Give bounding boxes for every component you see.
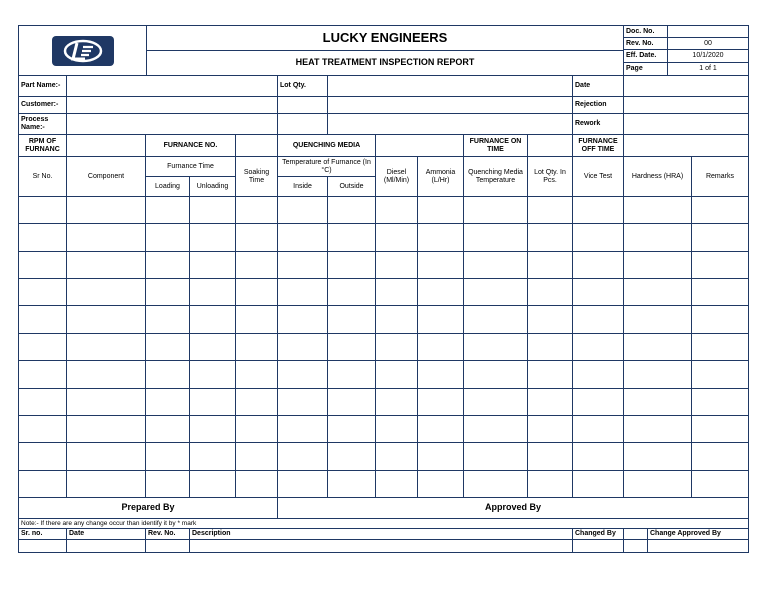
customer-extra-cell[interactable] (278, 97, 328, 114)
table-cell-soaking-time[interactable] (236, 197, 278, 224)
col-soaking-time: Soaking Time (236, 157, 278, 197)
table-cell-ammonia[interactable] (418, 443, 464, 470)
furnance-on-time-label: FURNANCE ON TIME (464, 135, 528, 157)
rejection-label: Rejection (573, 97, 624, 114)
table-cell-unloading[interactable] (190, 197, 236, 224)
table-cell-hardness[interactable] (624, 197, 692, 224)
table-cell-remarks[interactable] (692, 334, 748, 361)
table-cell-vice-test[interactable] (573, 306, 624, 333)
table-cell-lot-qty-pcs[interactable] (528, 252, 573, 279)
table-cell-vice-test[interactable] (573, 252, 624, 279)
table-cell-component[interactable] (67, 443, 146, 470)
table-cell-sr-no[interactable] (19, 361, 67, 388)
rev-row-sr-no[interactable] (19, 540, 67, 552)
table-cell-hardness[interactable] (624, 306, 692, 333)
table-cell-sr-no[interactable] (19, 443, 67, 470)
table-cell-component[interactable] (67, 306, 146, 333)
date-label: Date (573, 76, 624, 97)
col-quenching-temp: Quenching Media Temperature (464, 157, 528, 197)
table-cell-inside[interactable] (278, 224, 328, 251)
table-cell-lot-qty-pcs[interactable] (528, 471, 573, 498)
table-cell-diesel[interactable] (376, 279, 418, 306)
table-cell-inside[interactable] (278, 306, 328, 333)
table-cell-sr-no[interactable] (19, 334, 67, 361)
table-cell-outside[interactable] (328, 306, 376, 333)
table-cell-soaking-time[interactable] (236, 416, 278, 443)
rpm-label: RPM OF FURNANC (19, 135, 67, 157)
table-cell-loading[interactable] (146, 306, 190, 333)
table-cell-diesel[interactable] (376, 416, 418, 443)
rev-row-rev-no[interactable] (146, 540, 190, 552)
col-unloading: Unloading (190, 177, 236, 197)
table-cell-quenching-temp[interactable] (464, 197, 528, 224)
table-cell-sr-no[interactable] (19, 306, 67, 333)
table-cell-diesel[interactable] (376, 334, 418, 361)
rev-row-changed-by[interactable] (573, 540, 624, 552)
table-cell-quenching-temp[interactable] (464, 279, 528, 306)
table-cell-ammonia[interactable] (418, 361, 464, 388)
table-cell-vice-test[interactable] (573, 443, 624, 470)
rev-row-date[interactable] (67, 540, 146, 552)
table-cell-sr-no[interactable] (19, 197, 67, 224)
table-cell-sr-no[interactable] (19, 252, 67, 279)
table-cell-outside[interactable] (328, 279, 376, 306)
page-label: Page (624, 63, 668, 76)
company-name: LUCKY ENGINEERS (147, 26, 624, 51)
rev-col-spacer (624, 529, 648, 540)
prepared-by: Prepared By (19, 498, 278, 519)
date-value[interactable] (624, 76, 748, 97)
table-cell-loading[interactable] (146, 224, 190, 251)
approved-by: Approved By (278, 498, 748, 519)
part-name-value[interactable] (67, 76, 278, 97)
lot-qty-label: Lot Qty. (278, 76, 328, 97)
table-cell-diesel[interactable] (376, 252, 418, 279)
table-cell-inside[interactable] (278, 279, 328, 306)
table-cell-remarks[interactable] (692, 443, 748, 470)
table-cell-vice-test[interactable] (573, 197, 624, 224)
table-cell-vice-test[interactable] (573, 389, 624, 416)
table-cell-ammonia[interactable] (418, 197, 464, 224)
table-cell-sr-no[interactable] (19, 279, 67, 306)
quenching-media-value[interactable] (376, 135, 464, 157)
table-cell-loading[interactable] (146, 334, 190, 361)
table-cell-component[interactable] (67, 224, 146, 251)
table-cell-diesel[interactable] (376, 361, 418, 388)
table-cell-diesel[interactable] (376, 306, 418, 333)
table-cell-lot-qty-pcs[interactable] (528, 279, 573, 306)
col-inside: Inside (278, 177, 328, 197)
table-cell-unloading[interactable] (190, 416, 236, 443)
table-cell-lot-qty-pcs[interactable] (528, 197, 573, 224)
table-cell-inside[interactable] (278, 443, 328, 470)
table-cell-remarks[interactable] (692, 252, 748, 279)
furnance-off-time-value[interactable] (624, 135, 748, 157)
table-cell-ammonia[interactable] (418, 279, 464, 306)
revision-note: Note:- If there are any change occur than identify it by * mark (19, 519, 748, 529)
table-cell-soaking-time[interactable] (236, 306, 278, 333)
table-cell-soaking-time[interactable] (236, 224, 278, 251)
report-title: HEAT TREATMENT INSPECTION REPORT (147, 51, 624, 76)
table-cell-soaking-time[interactable] (236, 279, 278, 306)
table-cell-loading[interactable] (146, 389, 190, 416)
table-cell-soaking-time[interactable] (236, 334, 278, 361)
table-cell-remarks[interactable] (692, 306, 748, 333)
table-cell-vice-test[interactable] (573, 334, 624, 361)
col-ammonia: Ammonia (L/Hr) (418, 157, 464, 197)
table-cell-ammonia[interactable] (418, 306, 464, 333)
table-cell-outside[interactable] (328, 334, 376, 361)
table-cell-sr-no[interactable] (19, 389, 67, 416)
table-cell-ammonia[interactable] (418, 389, 464, 416)
table-cell-hardness[interactable] (624, 224, 692, 251)
lot-qty-value[interactable] (328, 76, 573, 97)
table-cell-quenching-temp[interactable] (464, 252, 528, 279)
eff-date-value: 10/1/2020 (668, 50, 748, 63)
table-cell-quenching-temp[interactable] (464, 361, 528, 388)
table-cell-loading[interactable] (146, 443, 190, 470)
table-cell-diesel[interactable] (376, 224, 418, 251)
rev-col-description: Description (190, 529, 573, 540)
table-cell-inside[interactable] (278, 389, 328, 416)
table-cell-soaking-time[interactable] (236, 389, 278, 416)
rev-no-value: 00 (668, 38, 748, 50)
rev-row-description[interactable] (190, 540, 573, 552)
table-cell-loading[interactable] (146, 252, 190, 279)
table-cell-vice-test[interactable] (573, 361, 624, 388)
col-remarks: Remarks (692, 157, 748, 197)
table-cell-ammonia[interactable] (418, 334, 464, 361)
table-cell-loading[interactable] (146, 197, 190, 224)
table-cell-remarks[interactable] (692, 361, 748, 388)
table-cell-component[interactable] (67, 389, 146, 416)
table-cell-unloading[interactable] (190, 361, 236, 388)
table-cell-diesel[interactable] (376, 197, 418, 224)
table-cell-vice-test[interactable] (573, 416, 624, 443)
col-component: Component (67, 157, 146, 197)
table-cell-remarks[interactable] (692, 197, 748, 224)
process-extra-cell-2[interactable] (328, 114, 573, 135)
table-cell-lot-qty-pcs[interactable] (528, 224, 573, 251)
rev-row-change-approved-by[interactable] (648, 540, 748, 552)
table-cell-diesel[interactable] (376, 471, 418, 498)
table-cell-soaking-time[interactable] (236, 361, 278, 388)
table-cell-unloading[interactable] (190, 389, 236, 416)
table-cell-quenching-temp[interactable] (464, 224, 528, 251)
table-cell-loading[interactable] (146, 361, 190, 388)
page-value: 1 of 1 (668, 63, 748, 76)
table-cell-unloading[interactable] (190, 306, 236, 333)
table-cell-quenching-temp[interactable] (464, 416, 528, 443)
table-cell-vice-test[interactable] (573, 279, 624, 306)
table-cell-outside[interactable] (328, 443, 376, 470)
table-cell-inside[interactable] (278, 197, 328, 224)
col-hardness: Hardness (HRA) (624, 157, 692, 197)
table-cell-hardness[interactable] (624, 334, 692, 361)
table-cell-hardness[interactable] (624, 443, 692, 470)
table-cell-unloading[interactable] (190, 334, 236, 361)
rev-col-sr-no: Sr. no. (19, 529, 67, 540)
table-cell-component[interactable] (67, 252, 146, 279)
table-cell-unloading[interactable] (190, 443, 236, 470)
furnance-on-time-value[interactable] (528, 135, 573, 157)
table-cell-loading[interactable] (146, 279, 190, 306)
part-name-label: Part Name:- (19, 76, 67, 97)
rework-value[interactable] (624, 114, 748, 135)
table-cell-unloading[interactable] (190, 471, 236, 498)
table-cell-hardness[interactable] (624, 361, 692, 388)
table-cell-ammonia[interactable] (418, 224, 464, 251)
col-sr-no: Sr No. (19, 157, 67, 197)
logo-cell (19, 26, 147, 76)
table-cell-outside[interactable] (328, 224, 376, 251)
table-cell-component[interactable] (67, 361, 146, 388)
quenching-media-label: QUENCHING MEDIA (278, 135, 376, 157)
table-cell-inside[interactable] (278, 361, 328, 388)
rev-no-label: Rev. No. (624, 38, 668, 50)
col-loading: Loading (146, 177, 190, 197)
table-cell-outside[interactable] (328, 361, 376, 388)
table-cell-lot-qty-pcs[interactable] (528, 361, 573, 388)
table-cell-hardness[interactable] (624, 389, 692, 416)
furnance-no-value[interactable] (236, 135, 278, 157)
doc-no-value (668, 26, 748, 38)
table-cell-inside[interactable] (278, 416, 328, 443)
table-cell-outside[interactable] (328, 197, 376, 224)
customer-label: Customer:- (19, 97, 67, 114)
table-cell-vice-test[interactable] (573, 471, 624, 498)
table-cell-inside[interactable] (278, 471, 328, 498)
table-cell-diesel[interactable] (376, 389, 418, 416)
col-vice-test: Vice Test (573, 157, 624, 197)
table-cell-ammonia[interactable] (418, 416, 464, 443)
rpm-value[interactable] (67, 135, 146, 157)
col-temperature: Temperature of Furnance (In °C) (278, 157, 376, 177)
table-cell-lot-qty-pcs[interactable] (528, 416, 573, 443)
table-cell-unloading[interactable] (190, 224, 236, 251)
table-cell-outside[interactable] (328, 416, 376, 443)
table-cell-soaking-time[interactable] (236, 252, 278, 279)
table-cell-hardness[interactable] (624, 279, 692, 306)
table-cell-sr-no[interactable] (19, 416, 67, 443)
table-cell-quenching-temp[interactable] (464, 471, 528, 498)
table-cell-hardness[interactable] (624, 252, 692, 279)
rev-col-rev-no: Rev. No. (146, 529, 190, 540)
table-cell-quenching-temp[interactable] (464, 306, 528, 333)
rework-label: Rework (573, 114, 624, 135)
col-furnance-time: Furnance Time (146, 157, 236, 177)
process-name-label: Process Name:- (19, 114, 67, 135)
rev-row-spacer (624, 540, 648, 552)
table-cell-diesel[interactable] (376, 443, 418, 470)
table-cell-remarks[interactable] (692, 471, 748, 498)
table-cell-soaking-time[interactable] (236, 443, 278, 470)
table-cell-lot-qty-pcs[interactable] (528, 334, 573, 361)
customer-extra-cell-2[interactable] (328, 97, 573, 114)
table-cell-quenching-temp[interactable] (464, 443, 528, 470)
table-cell-ammonia[interactable] (418, 471, 464, 498)
furnance-no-label: FURNANCE NO. (146, 135, 236, 157)
rev-col-date: Date (67, 529, 146, 540)
table-cell-sr-no[interactable] (19, 224, 67, 251)
table-cell-outside[interactable] (328, 252, 376, 279)
table-cell-inside[interactable] (278, 334, 328, 361)
table-cell-remarks[interactable] (692, 224, 748, 251)
table-cell-loading[interactable] (146, 416, 190, 443)
table-cell-quenching-temp[interactable] (464, 389, 528, 416)
table-cell-outside[interactable] (328, 389, 376, 416)
table-cell-soaking-time[interactable] (236, 471, 278, 498)
table-cell-hardness[interactable] (624, 471, 692, 498)
customer-value[interactable] (67, 97, 278, 114)
inspection-report-sheet (18, 25, 749, 553)
table-cell-inside[interactable] (278, 252, 328, 279)
table-cell-sr-no[interactable] (19, 471, 67, 498)
table-cell-lot-qty-pcs[interactable] (528, 389, 573, 416)
table-cell-unloading[interactable] (190, 252, 236, 279)
table-cell-quenching-temp[interactable] (464, 334, 528, 361)
rev-col-change-approved-by: Change Approved By (648, 529, 748, 540)
col-lot-qty-pcs: Lot Qty. In Pcs. (528, 157, 573, 197)
col-outside: Outside (328, 177, 376, 197)
table-cell-remarks[interactable] (692, 279, 748, 306)
table-cell-remarks[interactable] (692, 416, 748, 443)
table-cell-remarks[interactable] (692, 389, 748, 416)
table-cell-lot-qty-pcs[interactable] (528, 306, 573, 333)
table-cell-component[interactable] (67, 279, 146, 306)
table-cell-hardness[interactable] (624, 416, 692, 443)
table-cell-component[interactable] (67, 197, 146, 224)
company-logo-icon (52, 36, 114, 66)
eff-date-label: Eff. Date. (624, 50, 668, 63)
doc-no-label: Doc. No. (624, 26, 668, 38)
rev-col-changed-by: Changed By (573, 529, 624, 540)
furnance-off-time-label: FURNANCE OFF TIME (573, 135, 624, 157)
process-name-value[interactable] (67, 114, 278, 135)
process-extra-cell[interactable] (278, 114, 328, 135)
table-cell-component[interactable] (67, 471, 146, 498)
table-cell-component[interactable] (67, 416, 146, 443)
table-cell-loading[interactable] (146, 471, 190, 498)
table-cell-outside[interactable] (328, 471, 376, 498)
table-cell-unloading[interactable] (190, 279, 236, 306)
rejection-value[interactable] (624, 97, 748, 114)
table-cell-component[interactable] (67, 334, 146, 361)
table-cell-ammonia[interactable] (418, 252, 464, 279)
table-cell-vice-test[interactable] (573, 224, 624, 251)
table-cell-lot-qty-pcs[interactable] (528, 443, 573, 470)
col-diesel: Diesel (Ml/Min) (376, 157, 418, 197)
